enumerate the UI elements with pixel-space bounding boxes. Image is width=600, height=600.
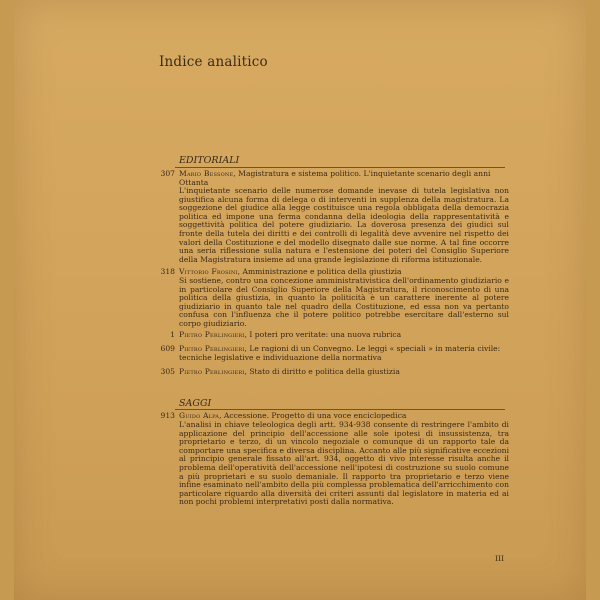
entry-heading [179, 345, 509, 362]
index-entry [159, 331, 509, 341]
book-page [14, 0, 586, 600]
entry-abstract: Si sostiene, contro una concezione amministrativistica dell'ordinamento giudiziario e in particolare del Consiglio Superiore della Magistratura, il riconoscimento di una politica della giustizia, in quanto la politicità è un carattere inerente al potere giudiziario in quanto tale nel quadro della Costituzione, ed essa non va pertanto confusa con l'influenza che il potere politico potrebbe esercitare dall'esterno sul corpo giudiziario. [179, 276, 509, 328]
entry-title: , I poteri pro veritate: una nuova rubrica [244, 330, 402, 339]
index-entry [159, 412, 509, 537]
entry-heading [179, 170, 509, 187]
entry-author: Mario Bessone [179, 169, 234, 178]
entry-title: , Accessione. Progetto di una voce enciclopedica [219, 411, 407, 420]
entry-abstract: L'inquietante scenario delle numerose domande inevase di tutela legislativa non giustifica alcuna forma di delega o di interventi in supplenza della magistratura. La soggezione del giudice alla legge costituisce una regola obbligata della democrazia politica ed impone una ferma condanna della ideologia della rappresentatività e soggettività politica del potere giudiziario. La doverosa presenza dei giudici sul fronte della tutela dei diritti e dei controlli di legalità deve avvenire nel rispetto dei valori della Costituzione e del modello disegnato dalle sue norme. A tal fine occorre una seria riflessione sulla natura e l'estensione dei poteri del Consiglio Superiore della Magistratura insieme ad una grande legislazione di riforma istituzionale. [179, 186, 509, 264]
page-number: 307 [160, 169, 175, 178]
entry-author: Guido Alpa [179, 411, 220, 420]
entry-author: Pietro Perlingieri [179, 367, 245, 376]
entry-author: Pietro Perlingieri [179, 344, 245, 353]
index-entry [159, 268, 509, 328]
section-title-saggi: SAGGI [179, 398, 212, 409]
page-number: 305 [160, 367, 175, 376]
entry-abstract: L'analisi in chiave teleologica degli artt. 934-938 consente di restringere l'ambito di applicazione del principio dell'accessione alle sole ipotesi di insussistenza, tra proprietario e terzo, di un vincolo negoziale o comunque di un rapporto tale da comportare una specifica e diversa disciplina. Accanto alle più significative eccezioni al principio generale fissato all'art. 934, oggetto di vivo interesse risulta anche il problema dell'operatività dell'accessione nell'ipotesi di costruzione su suolo comune a più proprietari e su suolo demaniale. Il rapporto tra proprietario e terzo viene infine esaminato nell'ambito della più complessa problematica dell'arricchimento con particolare riguardo alla diversità dei criteri assunti dal legislatore in materia ed ai non pochi problemi interpretativi posti dalla normativa. [179, 420, 509, 507]
entry-title: , Le ragioni di un Convegno. Le leggi « speciali » in materia civile: tecniche legislative e individuazione della normativa [179, 344, 501, 362]
folio-number: III [495, 554, 504, 563]
index-entry [159, 170, 509, 265]
entry-title: , Stato di diritto e politica della giustizia [244, 367, 400, 376]
section-title-editoriali: EDITORIALI [179, 155, 240, 166]
entry-heading [179, 368, 509, 377]
page-number: 913 [160, 411, 175, 420]
entry-title: , Magistratura e sistema politico. L'inquietante scenario degli anni Ottanta [179, 169, 491, 187]
entry-author: Vittorio Frosini [179, 267, 238, 276]
page-number: 609 [160, 344, 175, 353]
entry-author: Pietro Perlingieri [179, 330, 245, 339]
section-rule [175, 167, 505, 168]
section-rule [175, 409, 505, 410]
index-entry [159, 368, 509, 378]
index-entry [159, 345, 509, 365]
entry-title: , Amministrazione e politica della giustizia [237, 267, 402, 276]
page-number: 1 [170, 330, 175, 339]
page-number: 318 [160, 267, 175, 276]
page-title: Indice analitico [159, 54, 268, 70]
entry-heading [179, 331, 509, 340]
